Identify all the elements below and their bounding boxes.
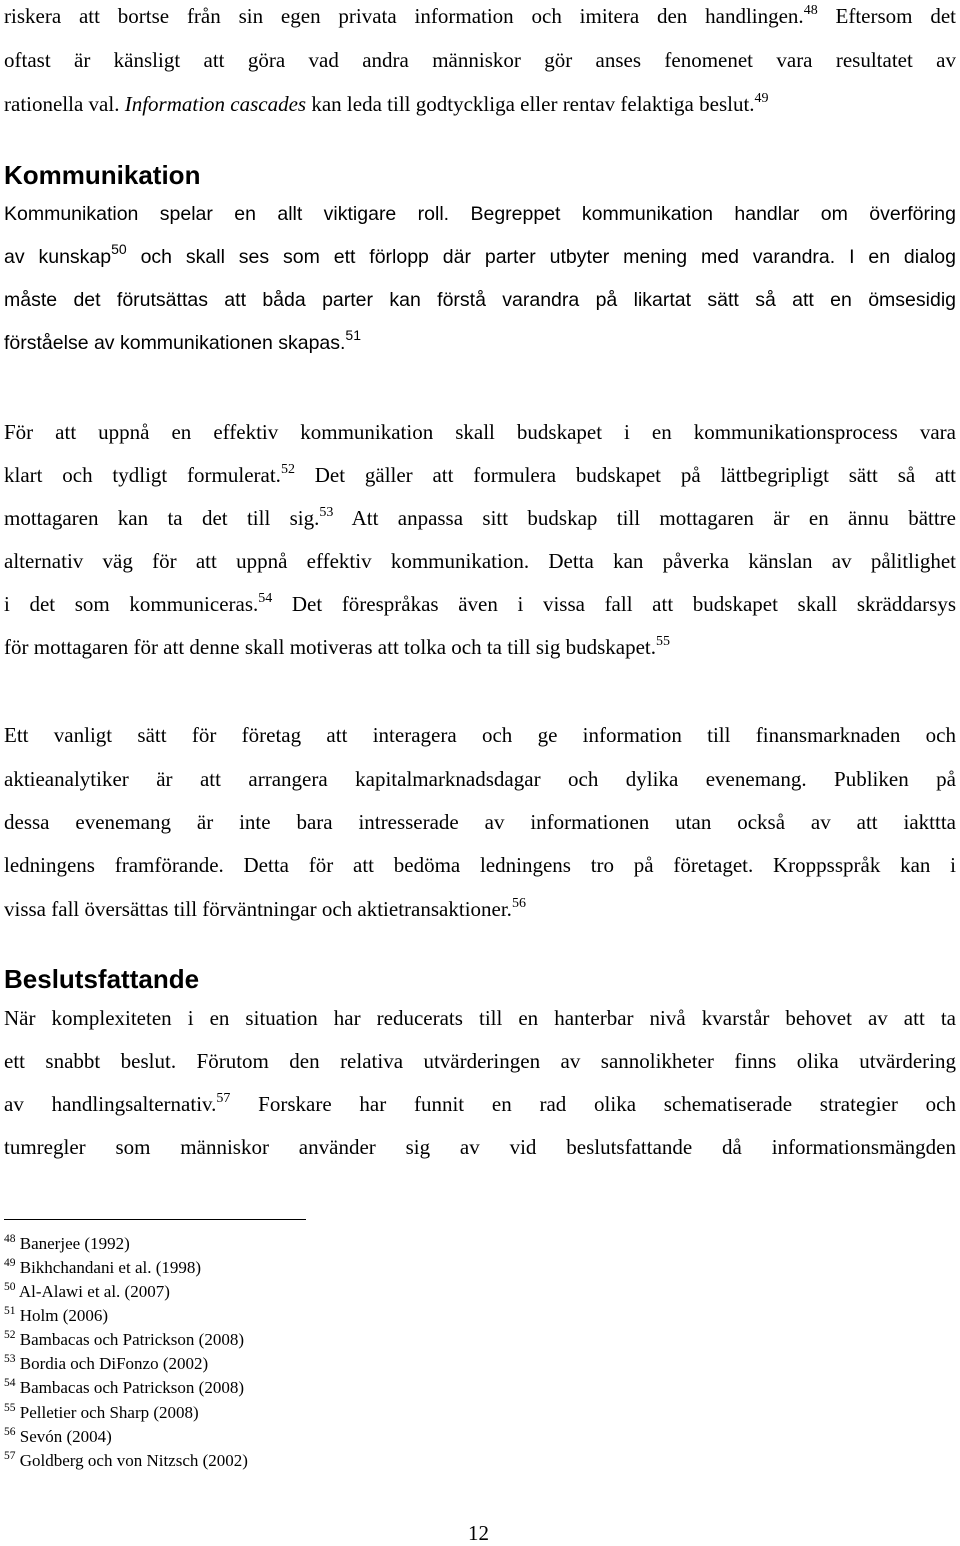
body-line: dessa evenemang är inte bara intresserade av informationen utan också av att iakttta (4, 810, 956, 834)
body-line: När komplexiteten i en situation har reducerats till en hanterbar nivå kvarstår behovet av att ta (4, 1006, 956, 1030)
section-heading: Kommunikation (4, 160, 201, 190)
footnote-ref: 48 (803, 3, 818, 18)
body-line: för mottagaren för att denne skall motiveras att tolka och ta till sig budskapet.$^{55}$ (4, 634, 670, 659)
footnote: $^{49}$ Bikhchandani et al. (1998) (4, 1257, 202, 1277)
footnote-ref: 56 (511, 896, 526, 911)
footnote: $^{52}$ Bambacas och Patrickson (2008) (4, 1329, 244, 1349)
section-heading: Beslutsfattande (4, 964, 200, 994)
body-line: alternativ väg för att uppnå effektiv kommunikation. Detta kan påverka känslan av pålitlighet (4, 549, 956, 573)
page-number: 12 (468, 1521, 489, 1545)
footnote-ref: 50 (111, 241, 127, 257)
body-line: av handlingsalternativ.$^{57}$ Forskare har funnit en rad olika schematiserade strategier och (4, 1091, 956, 1116)
footnote-ref: 54 (258, 591, 273, 606)
footnote-ref: 55 (655, 634, 670, 649)
body-line: klart och tydligt formulerat.$^{52}$ Det gäller att formulera budskapet på lättbegripligt sätt så att (4, 462, 956, 487)
footnote-ref: 53 (319, 505, 334, 520)
body-line: av kunskap$^{50}$ och skall ses som ett förlopp där parter utbyter mening med varandra. I en dialog (4, 241, 956, 268)
body-line: vissa fall översättas till förväntningar och aktietransaktioner.$^{56}$ (4, 896, 526, 921)
body-line: tumregler som människor använder sig av vid beslutsfattande då informationsmängden (4, 1135, 956, 1159)
footnote: $^{54}$ Bambacas och Patrickson (2008) (4, 1377, 244, 1397)
body-line: riskera att bortse från sin egen privata information och imitera den handlingen.$^{48}$ Eftersom det (4, 3, 956, 28)
footnote: $^{57}$ Goldberg och von Nitzsch (2002) (4, 1450, 248, 1470)
body-line: rationella val. Information cascades kan leda till godtyckliga eller rentav felaktiga beslut.$^{49}$ (4, 91, 769, 116)
footnote: $^{51}$ Holm (2006) (4, 1305, 109, 1325)
body-line: mottagaren kan ta det till sig.$^{53}$ Att anpassa sitt budskap till mottagaren är en ännu bättre (4, 505, 956, 530)
body-line: För att uppnå en effektiv kommunikation skall budskapet i en kommunikationsprocess vara (4, 420, 956, 444)
body-line: ledningens framförande. Detta för att bedöma ledningens tro på företaget. Kroppsspråk kan i (4, 853, 956, 877)
footnote: $^{50}$ Al-Alawi et al. (2007) (4, 1281, 170, 1301)
body-line: i det som kommuniceras.$^{54}$ Det förespråkas även i vissa fall att budskapet skall skräddarsys (4, 591, 956, 616)
footnote-ref: 51 (345, 327, 361, 343)
footnote-separator (4, 1219, 306, 1220)
body-line: förståelse av kommunikationen skapas.$^{51}$ (4, 327, 361, 354)
footnote: $^{48}$ Banerjee (1992) (4, 1233, 130, 1253)
footnote: $^{56}$ Sevón (2004) (4, 1426, 112, 1446)
body-line: måste det förutsättas att båda parter kan förstå varandra på likartat sätt så att en ömsesidig (4, 289, 956, 311)
footnote: $^{55}$ Pelletier och Sharp (2008) (4, 1402, 199, 1422)
footnote-ref: 57 (216, 1091, 231, 1106)
body-line: aktieanalytiker är att arrangera kapitalmarknadsdagar och dylika evenemang. Publiken på (4, 767, 956, 791)
footnote: $^{53}$ Bordia och DiFonzo (2002) (4, 1353, 209, 1373)
footnote-ref: 49 (754, 91, 769, 106)
footnote-ref: 52 (280, 462, 295, 477)
body-line: Ett vanligt sätt för företag att interagera och ge information till finansmarknaden och (4, 723, 956, 747)
body-line: Kommunikation spelar en allt viktigare roll. Begreppet kommunikation handlar om överföring (4, 203, 956, 225)
body-line: ett snabbt beslut. Förutom den relativa utvärderingen av sannolikheter finns olika utvärdering (4, 1049, 956, 1073)
document-page (4, 0, 956, 1545)
body-line: oftast är känsligt att göra vad andra människor gör anses fenomenet vara resultatet av (4, 48, 956, 72)
italic-term: Information cascades (124, 92, 307, 116)
